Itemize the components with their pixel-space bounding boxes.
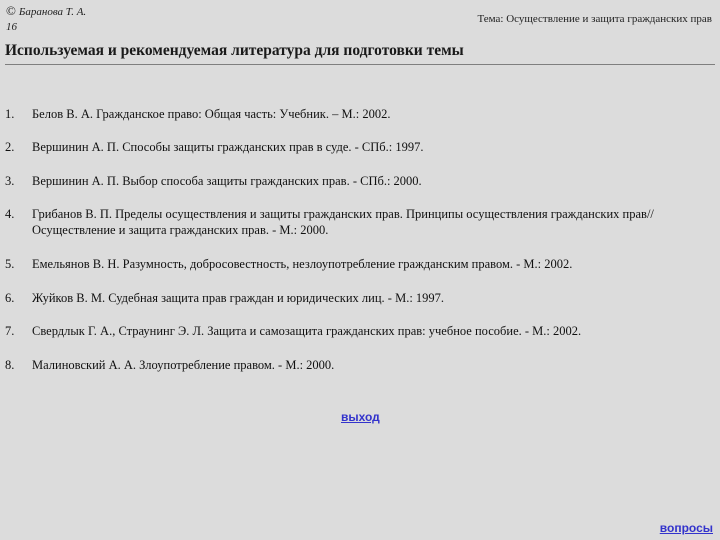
item-number: 2. [5, 140, 15, 154]
item-number: 4. [5, 207, 15, 221]
questions-link[interactable]: вопросы [659, 521, 713, 535]
item-text: Малиновский А. А. Злоупотребление правом. - М.: 2000. [32, 358, 335, 372]
title-divider [5, 64, 715, 65]
copyright-symbol: © [6, 3, 16, 18]
item-text: Вершинин А. П. Способы защиты гражданских прав в суде. - СПб.: 1997. [32, 140, 424, 154]
author-name: Баранова Т. А. [18, 6, 87, 18]
item-text: Жуйков В. М. Судебная защита прав граждан и юридических лиц. - М.: 1997. [32, 291, 445, 305]
page-title: Используемая и рекомендуемая литература для подготовки темы [5, 42, 464, 59]
item-text: Грибанов В. П. Пределы осуществления и защиты гражданских прав. Принципы осуществления гражданских прав// Осуществление и защита гражданских прав. - М.: 2000. [32, 207, 654, 237]
item-text: Свердлык Г. А., Страунинг Э. Л. Защита и самозащита гражданских прав: учебное пособие. - М.: 2002. [32, 324, 582, 338]
exit-link[interactable]: выход [341, 410, 380, 424]
topic-header: Тема: Осуществление и защита гражданских прав [477, 13, 712, 25]
item-number: 1. [5, 107, 15, 121]
copyright-block [6, 3, 86, 35]
item-text: Вершинин А. П. Выбор способа защиты гражданских прав. - СПб.: 2000. [32, 174, 422, 188]
item-number: 8. [5, 358, 15, 372]
item-number: 5. [5, 257, 15, 271]
item-number: 3. [5, 174, 15, 188]
item-number: 6. [5, 291, 15, 305]
item-text: Емельянов В. Н. Разумность, добросовестность, незлоупотребление гражданским правом. - М.: 2002. [32, 257, 573, 271]
item-number: 7. [5, 324, 15, 338]
slide-number: 16 [6, 21, 17, 33]
item-text: Белов В. А. Гражданское право: Общая часть: Учебник. – М.: 2002. [32, 107, 391, 121]
